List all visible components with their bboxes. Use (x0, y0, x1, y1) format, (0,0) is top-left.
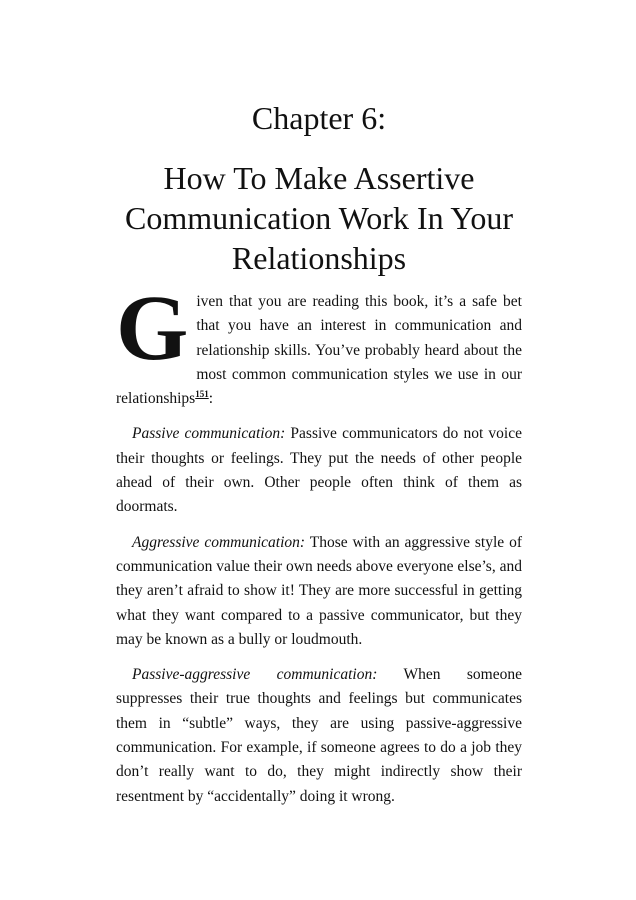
passive-aggressive-text: When someone suppresses their true thoughts and feelings but communicates them in “subtle” ways, they are using passive-aggressive communication. For example, if someone agrees to do a job they don’t really want to do, they might indirectly show their resentment by “accidentally” doing it wrong. (116, 666, 522, 805)
passive-paragraph (116, 422, 522, 519)
footnote-reference[interactable]: 151 (195, 389, 209, 400)
chapter-title (96, 158, 542, 278)
aggressive-text: Those with an aggressive style of communication value their own needs above everyone else’s, and they aren’t afraid to show it! They are more successful in getting what they want compared to a passive communicator, but they may be known as a bully or loudmouth. (116, 533, 522, 648)
intro-text: iven that you are reading this book, it’s a safe bet that you have an interest in communication and relationship skills. You’ve probably heard about the most common communication styles we use in our relationships (116, 293, 522, 408)
drop-cap: G (116, 277, 189, 380)
intro-end: : (208, 390, 214, 408)
passive-aggressive-term: Passive-aggressive communication: (132, 666, 378, 684)
intro-paragraph (116, 277, 522, 411)
chapter-body (116, 277, 523, 820)
chapter-title-line-2: Communication Work In Your (125, 200, 513, 236)
chapter-title-line-1: How To Make Assertive (163, 160, 475, 196)
aggressive-paragraph (116, 531, 522, 652)
passive-aggressive-paragraph (116, 663, 522, 809)
chapter-label: Chapter 6: (251, 100, 387, 136)
chapter-title-line-3: Relationships (231, 240, 407, 276)
aggressive-term: Aggressive communication: (132, 533, 306, 551)
passive-text: Passive communicators do not voice their thoughts or feelings. They put the needs of other people ahead of their own. Other people often think of them as doormats. (116, 425, 523, 516)
passive-term: Passive communication: (132, 425, 286, 443)
